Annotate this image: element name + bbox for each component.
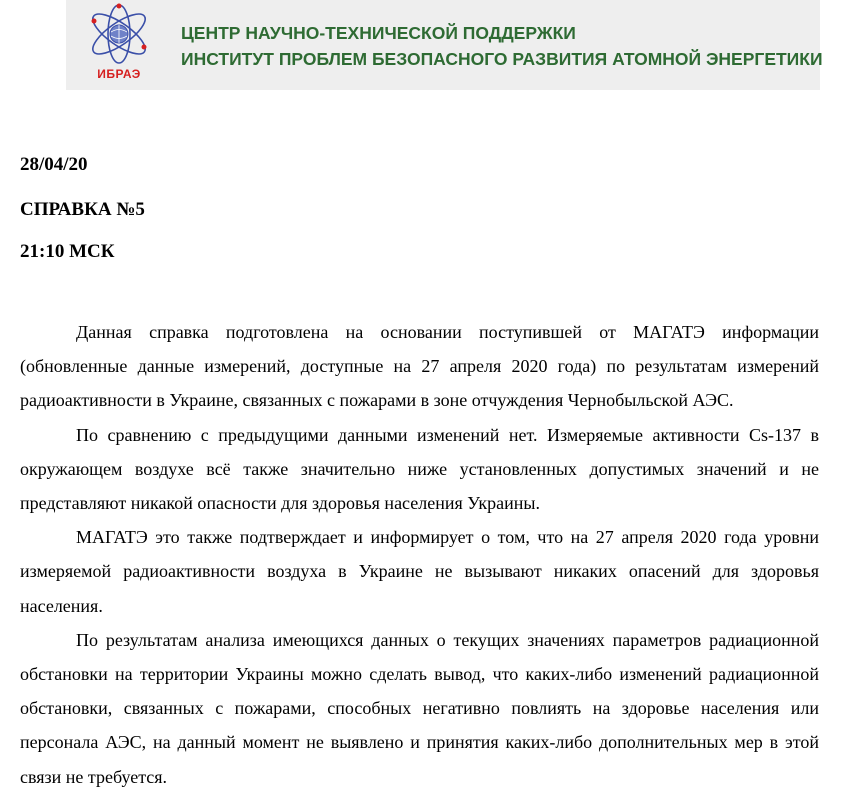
organization-line-1: ЦЕНТР НАУЧНО-ТЕХНИЧЕСКОЙ ПОДДЕРЖКИ	[181, 23, 576, 43]
letterhead	[66, 0, 823, 90]
organization-name	[181, 20, 823, 72]
document-date: 28/04/20	[20, 154, 88, 175]
paragraph: МАГАТЭ это также подтверждает и информирует о том, что на 27 апреля 2020 года уровни измеряемой радиоактивности воздуха в Украине не вызывают никаких опасений для здоровья населения.	[20, 527, 819, 616]
paragraph: По сравнению с предыдущими данными изменений нет. Измеряемые активности Cs-137 в окружающем воздухе всё также значительно ниже установленных допустимых значений и не представляют никакой опасности для здоровья населения Украины.	[20, 424, 819, 514]
paragraph: Данная справка подготовлена на основании поступившей от МАГАТЭ информации (обновленные данные измерений, доступные на 27 апреля 2020 года) по результатам измерений радиоактивности в Украине, связанных с пожарами в зоне отчуждения Чернобыльской АЭС.	[20, 322, 819, 411]
paragraph: По результатам анализа имеющихся данных о текущих значениях параметров радиационной обстановки на территории Украины можно сделать вывод, что каких-либо изменений радиационной обстановки, связанных с пожарами, способных негативно повлиять на здоровье населения или персонала АЭС, на данный момент не выявлено и принятия каких-либо дополнительных мер в этой связи не требуется.	[20, 629, 819, 787]
document-body	[20, 315, 819, 794]
document-title: СПРАВКА №5	[20, 199, 145, 220]
organization-line-2: ИНСТИТУТ ПРОБЛЕМ БЕЗОПАСНОГО РАЗВИТИЯ АТОМНОЙ ЭНЕРГЕТИКИ	[181, 49, 823, 69]
logo-text: ИБРАЭ	[97, 67, 141, 81]
logo	[76, 3, 162, 87]
atom-globe-icon	[84, 3, 154, 65]
document-time: 21:10 МСК	[20, 241, 115, 262]
